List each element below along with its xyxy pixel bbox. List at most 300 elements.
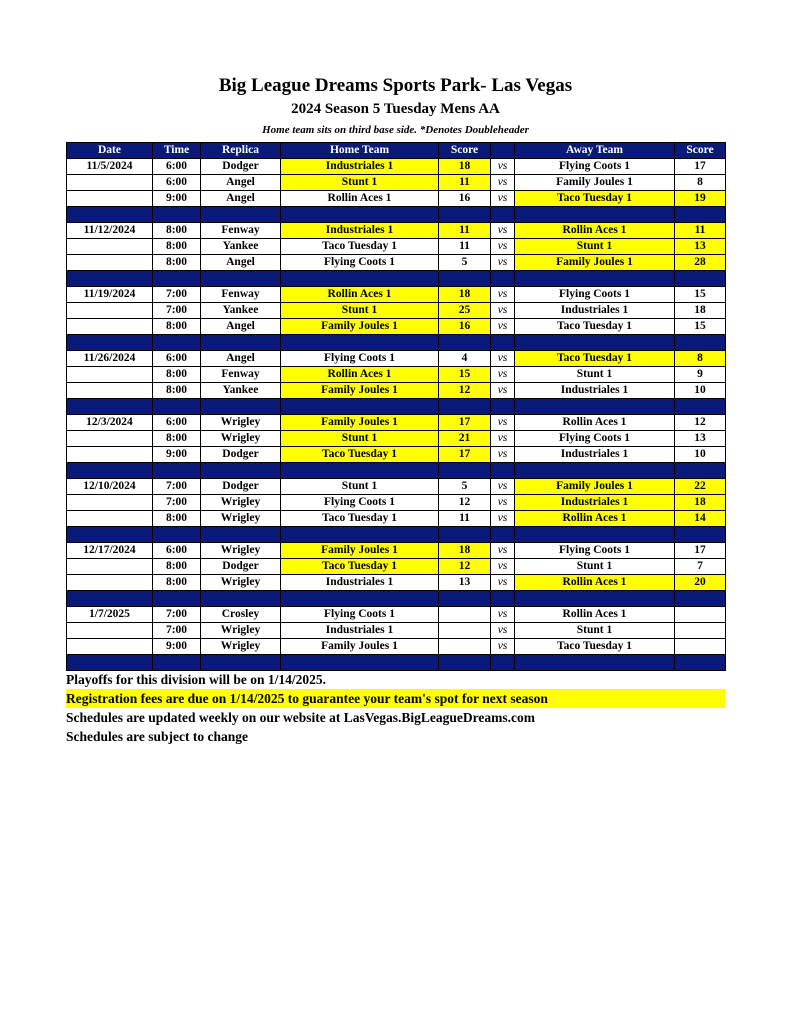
date-cell: 11/26/2024 xyxy=(67,351,153,367)
separator-cell xyxy=(491,463,515,479)
time-cell: 8:00 xyxy=(153,255,201,271)
week-separator xyxy=(67,335,726,351)
time-cell: 8:00 xyxy=(153,239,201,255)
separator-cell xyxy=(281,335,439,351)
home-team-cell: Taco Tuesday 1 xyxy=(281,511,439,527)
away-score-cell: 8 xyxy=(675,175,726,191)
home-score-cell xyxy=(439,607,491,623)
separator-cell xyxy=(281,399,439,415)
away-team-cell: Rollin Aces 1 xyxy=(515,223,675,239)
replica-cell: Dodger xyxy=(201,479,281,495)
website-note: Schedules are updated weekly on our website at LasVegas.BigLeagueDreams.com xyxy=(66,710,536,725)
vs-cell: vs xyxy=(491,303,515,319)
away-team-cell: Flying Coots 1 xyxy=(515,431,675,447)
replica-cell: Angel xyxy=(201,319,281,335)
away-team-cell: Taco Tuesday 1 xyxy=(515,639,675,655)
separator-cell xyxy=(67,271,153,287)
separator-cell xyxy=(515,399,675,415)
separator-cell xyxy=(201,271,281,287)
vs-cell: vs xyxy=(491,543,515,559)
time-cell: 7:00 xyxy=(153,607,201,623)
vs-cell: vs xyxy=(491,287,515,303)
replica-cell: Yankee xyxy=(201,239,281,255)
separator-cell xyxy=(153,271,201,287)
time-cell: 6:00 xyxy=(153,175,201,191)
away-score-cell: 13 xyxy=(675,431,726,447)
home-team-cell: Industriales 1 xyxy=(281,223,439,239)
away-score-cell: 28 xyxy=(675,255,726,271)
vs-cell: vs xyxy=(491,191,515,207)
away-score-cell: 17 xyxy=(675,543,726,559)
home-team-cell: Family Joules 1 xyxy=(281,319,439,335)
separator-cell xyxy=(153,527,201,543)
date-cell xyxy=(67,367,153,383)
table-row xyxy=(67,607,726,623)
table-row xyxy=(67,447,726,463)
vs-cell: vs xyxy=(491,447,515,463)
separator-cell xyxy=(67,463,153,479)
time-cell: 8:00 xyxy=(153,223,201,239)
vs-cell: vs xyxy=(491,239,515,255)
table-row xyxy=(67,159,726,175)
date-cell xyxy=(67,559,153,575)
separator-cell xyxy=(153,591,201,607)
replica-cell: Fenway xyxy=(201,287,281,303)
home-team-cell: Rollin Aces 1 xyxy=(281,367,439,383)
separator-cell xyxy=(281,271,439,287)
table-row xyxy=(67,175,726,191)
away-team-cell: Rollin Aces 1 xyxy=(515,511,675,527)
separator-cell xyxy=(281,655,439,671)
separator-cell xyxy=(491,207,515,223)
separator-cell xyxy=(515,271,675,287)
table-row xyxy=(67,223,726,239)
week-separator xyxy=(67,655,726,671)
date-cell: 11/12/2024 xyxy=(67,223,153,239)
date-cell xyxy=(67,511,153,527)
vs-cell: vs xyxy=(491,415,515,431)
time-cell: 9:00 xyxy=(153,191,201,207)
home-score-cell: 4 xyxy=(439,351,491,367)
home-team-cell: Flying Coots 1 xyxy=(281,495,439,511)
col-vs xyxy=(491,143,515,159)
separator-cell xyxy=(675,655,726,671)
table-row xyxy=(67,511,726,527)
away-score-cell xyxy=(675,607,726,623)
separator-cell xyxy=(675,591,726,607)
vs-cell: vs xyxy=(491,559,515,575)
separator-cell xyxy=(515,527,675,543)
away-team-cell: Family Joules 1 xyxy=(515,479,675,495)
col-time: Time xyxy=(153,143,201,159)
table-row xyxy=(67,367,726,383)
time-cell: 8:00 xyxy=(153,559,201,575)
separator-cell xyxy=(153,655,201,671)
away-score-cell: 22 xyxy=(675,479,726,495)
separator-cell xyxy=(675,463,726,479)
replica-cell: Dodger xyxy=(201,559,281,575)
separator-cell xyxy=(491,655,515,671)
date-cell xyxy=(67,639,153,655)
home-score-cell: 12 xyxy=(439,383,491,399)
away-score-cell: 12 xyxy=(675,415,726,431)
home-team-cell: Stunt 1 xyxy=(281,175,439,191)
home-score-cell: 17 xyxy=(439,447,491,463)
away-team-cell: Rollin Aces 1 xyxy=(515,575,675,591)
time-cell: 7:00 xyxy=(153,623,201,639)
time-cell: 6:00 xyxy=(153,543,201,559)
home-score-cell: 11 xyxy=(439,223,491,239)
away-team-cell: Stunt 1 xyxy=(515,239,675,255)
date-cell xyxy=(67,575,153,591)
separator-cell xyxy=(439,271,491,287)
separator-cell xyxy=(439,463,491,479)
separator-cell xyxy=(491,335,515,351)
away-score-cell: 19 xyxy=(675,191,726,207)
table-row xyxy=(67,191,726,207)
schedule-note: Home team sits on third base side. *Denotes Doubleheader xyxy=(262,124,529,136)
time-cell: 9:00 xyxy=(153,639,201,655)
vs-cell: vs xyxy=(491,431,515,447)
time-cell: 7:00 xyxy=(153,303,201,319)
vs-cell: vs xyxy=(491,479,515,495)
separator-cell xyxy=(67,527,153,543)
date-cell xyxy=(67,175,153,191)
separator-cell xyxy=(153,463,201,479)
vs-cell: vs xyxy=(491,255,515,271)
home-score-cell: 11 xyxy=(439,175,491,191)
separator-cell xyxy=(67,399,153,415)
separator-cell xyxy=(439,399,491,415)
separator-cell xyxy=(153,207,201,223)
date-cell: 11/19/2024 xyxy=(67,287,153,303)
home-score-cell: 12 xyxy=(439,495,491,511)
separator-cell xyxy=(515,335,675,351)
week-separator xyxy=(67,591,726,607)
separator-cell xyxy=(491,527,515,543)
col-away-score: Score xyxy=(675,143,726,159)
replica-cell: Angel xyxy=(201,175,281,191)
table-row xyxy=(67,639,726,655)
separator-cell xyxy=(201,527,281,543)
vs-cell: vs xyxy=(491,623,515,639)
home-score-cell xyxy=(439,639,491,655)
away-team-cell: Family Joules 1 xyxy=(515,255,675,271)
col-replica: Replica xyxy=(201,143,281,159)
replica-cell: Angel xyxy=(201,255,281,271)
away-score-cell: 9 xyxy=(675,367,726,383)
away-team-cell: Industriales 1 xyxy=(515,383,675,399)
separator-cell xyxy=(439,335,491,351)
separator-cell xyxy=(67,591,153,607)
separator-cell xyxy=(439,591,491,607)
separator-cell xyxy=(281,591,439,607)
separator-cell xyxy=(515,591,675,607)
date-cell: 1/7/2025 xyxy=(67,607,153,623)
table-row xyxy=(67,287,726,303)
separator-cell xyxy=(67,335,153,351)
replica-cell: Wrigley xyxy=(201,495,281,511)
home-team-cell: Stunt 1 xyxy=(281,431,439,447)
separator-cell xyxy=(201,335,281,351)
table-row xyxy=(67,495,726,511)
replica-cell: Wrigley xyxy=(201,415,281,431)
away-team-cell: Industriales 1 xyxy=(515,447,675,463)
separator-cell xyxy=(201,591,281,607)
replica-cell: Fenway xyxy=(201,223,281,239)
away-team-cell: Industriales 1 xyxy=(515,495,675,511)
home-score-cell: 18 xyxy=(439,287,491,303)
page-title: Big League Dreams Sports Park- Las Vegas xyxy=(218,75,573,96)
replica-cell: Angel xyxy=(201,191,281,207)
home-score-cell: 21 xyxy=(439,431,491,447)
away-team-cell: Flying Coots 1 xyxy=(515,159,675,175)
table-row xyxy=(67,623,726,639)
separator-cell xyxy=(201,399,281,415)
separator-cell xyxy=(201,207,281,223)
table-row xyxy=(67,255,726,271)
table-row xyxy=(67,303,726,319)
separator-cell xyxy=(281,207,439,223)
away-score-cell: 15 xyxy=(675,319,726,335)
home-score-cell: 25 xyxy=(439,303,491,319)
table-row xyxy=(67,319,726,335)
separator-cell xyxy=(153,399,201,415)
home-score-cell: 11 xyxy=(439,511,491,527)
replica-cell: Wrigley xyxy=(201,431,281,447)
separator-cell xyxy=(515,463,675,479)
separator-cell xyxy=(201,655,281,671)
date-cell xyxy=(67,431,153,447)
replica-cell: Dodger xyxy=(201,159,281,175)
separator-cell xyxy=(439,207,491,223)
replica-cell: Fenway xyxy=(201,367,281,383)
date-cell xyxy=(67,383,153,399)
week-separator xyxy=(67,207,726,223)
away-team-cell: Stunt 1 xyxy=(515,559,675,575)
time-cell: 8:00 xyxy=(153,383,201,399)
away-score-cell: 14 xyxy=(675,511,726,527)
away-team-cell: Industriales 1 xyxy=(515,303,675,319)
date-cell xyxy=(67,239,153,255)
home-team-cell: Taco Tuesday 1 xyxy=(281,559,439,575)
vs-cell: vs xyxy=(491,607,515,623)
away-team-cell: Family Joules 1 xyxy=(515,175,675,191)
separator-cell xyxy=(675,335,726,351)
replica-cell: Wrigley xyxy=(201,543,281,559)
vs-cell: vs xyxy=(491,383,515,399)
away-team-cell: Taco Tuesday 1 xyxy=(515,351,675,367)
registration-note: Registration fees are due on 1/14/2025 to guarantee your team's spot for next season xyxy=(66,689,725,708)
week-separator xyxy=(67,463,726,479)
table-row xyxy=(67,351,726,367)
away-score-cell: 11 xyxy=(675,223,726,239)
table-row xyxy=(67,431,726,447)
footer-notes xyxy=(66,670,725,746)
home-team-cell: Flying Coots 1 xyxy=(281,255,439,271)
home-team-cell: Industriales 1 xyxy=(281,159,439,175)
replica-cell: Crosley xyxy=(201,607,281,623)
home-team-cell: Rollin Aces 1 xyxy=(281,287,439,303)
vs-cell: vs xyxy=(491,175,515,191)
home-team-cell: Flying Coots 1 xyxy=(281,607,439,623)
separator-cell xyxy=(439,527,491,543)
table-row xyxy=(67,479,726,495)
home-score-cell: 12 xyxy=(439,559,491,575)
vs-cell: vs xyxy=(491,495,515,511)
table-row xyxy=(67,239,726,255)
time-cell: 8:00 xyxy=(153,431,201,447)
time-cell: 8:00 xyxy=(153,511,201,527)
home-score-cell: 5 xyxy=(439,479,491,495)
week-separator xyxy=(67,399,726,415)
away-team-cell: Flying Coots 1 xyxy=(515,543,675,559)
time-cell: 6:00 xyxy=(153,415,201,431)
date-cell xyxy=(67,319,153,335)
away-score-cell: 18 xyxy=(675,303,726,319)
time-cell: 7:00 xyxy=(153,495,201,511)
col-home-team: Home Team xyxy=(281,143,439,159)
home-score-cell xyxy=(439,623,491,639)
change-note: Schedules are subject to change xyxy=(66,729,248,744)
home-team-cell: Family Joules 1 xyxy=(281,415,439,431)
season-subtitle: 2024 Season 5 Tuesday Mens AA xyxy=(291,101,500,117)
week-separator xyxy=(67,527,726,543)
week-separator xyxy=(67,271,726,287)
away-team-cell: Flying Coots 1 xyxy=(515,287,675,303)
home-team-cell: Rollin Aces 1 xyxy=(281,191,439,207)
date-cell xyxy=(67,191,153,207)
vs-cell: vs xyxy=(491,159,515,175)
vs-cell: vs xyxy=(491,319,515,335)
date-cell: 12/10/2024 xyxy=(67,479,153,495)
home-score-cell: 18 xyxy=(439,159,491,175)
separator-cell xyxy=(439,655,491,671)
away-score-cell: 7 xyxy=(675,559,726,575)
date-cell xyxy=(67,447,153,463)
table-row xyxy=(67,383,726,399)
home-team-cell: Family Joules 1 xyxy=(281,383,439,399)
table-row xyxy=(67,559,726,575)
home-score-cell: 16 xyxy=(439,319,491,335)
separator-cell xyxy=(491,399,515,415)
home-team-cell: Family Joules 1 xyxy=(281,543,439,559)
time-cell: 8:00 xyxy=(153,575,201,591)
home-team-cell: Taco Tuesday 1 xyxy=(281,447,439,463)
time-cell: 7:00 xyxy=(153,479,201,495)
home-team-cell: Taco Tuesday 1 xyxy=(281,239,439,255)
separator-cell xyxy=(675,399,726,415)
separator-cell xyxy=(675,271,726,287)
away-score-cell: 15 xyxy=(675,287,726,303)
date-cell xyxy=(67,623,153,639)
col-away-team: Away Team xyxy=(515,143,675,159)
separator-cell xyxy=(515,655,675,671)
separator-cell xyxy=(67,207,153,223)
vs-cell: vs xyxy=(491,351,515,367)
away-score-cell: 8 xyxy=(675,351,726,367)
separator-cell xyxy=(281,463,439,479)
separator-cell xyxy=(515,207,675,223)
date-cell: 11/5/2024 xyxy=(67,159,153,175)
replica-cell: Wrigley xyxy=(201,511,281,527)
time-cell: 6:00 xyxy=(153,159,201,175)
away-team-cell: Stunt 1 xyxy=(515,623,675,639)
home-team-cell: Family Joules 1 xyxy=(281,639,439,655)
replica-cell: Yankee xyxy=(201,303,281,319)
home-team-cell: Industriales 1 xyxy=(281,575,439,591)
separator-cell xyxy=(491,271,515,287)
away-score-cell xyxy=(675,639,726,655)
replica-cell: Yankee xyxy=(201,383,281,399)
time-cell: 8:00 xyxy=(153,367,201,383)
col-date: Date xyxy=(67,143,153,159)
vs-cell: vs xyxy=(491,367,515,383)
date-cell xyxy=(67,303,153,319)
away-score-cell: 17 xyxy=(675,159,726,175)
home-team-cell: Stunt 1 xyxy=(281,303,439,319)
replica-cell: Dodger xyxy=(201,447,281,463)
date-cell: 12/17/2024 xyxy=(67,543,153,559)
home-score-cell: 16 xyxy=(439,191,491,207)
date-cell xyxy=(67,255,153,271)
vs-cell: vs xyxy=(491,223,515,239)
away-score-cell xyxy=(675,623,726,639)
home-team-cell: Stunt 1 xyxy=(281,479,439,495)
vs-cell: vs xyxy=(491,575,515,591)
separator-cell xyxy=(201,463,281,479)
home-score-cell: 18 xyxy=(439,543,491,559)
separator-cell xyxy=(491,591,515,607)
away-team-cell: Stunt 1 xyxy=(515,367,675,383)
replica-cell: Angel xyxy=(201,351,281,367)
home-score-cell: 5 xyxy=(439,255,491,271)
vs-cell: vs xyxy=(491,511,515,527)
home-score-cell: 17 xyxy=(439,415,491,431)
separator-cell xyxy=(153,335,201,351)
away-team-cell: Taco Tuesday 1 xyxy=(515,319,675,335)
header-row xyxy=(67,143,726,159)
replica-cell: Wrigley xyxy=(201,639,281,655)
time-cell: 7:00 xyxy=(153,287,201,303)
home-score-cell: 13 xyxy=(439,575,491,591)
vs-cell: vs xyxy=(491,639,515,655)
home-team-cell: Industriales 1 xyxy=(281,623,439,639)
away-score-cell: 18 xyxy=(675,495,726,511)
away-team-cell: Rollin Aces 1 xyxy=(515,607,675,623)
table-row xyxy=(67,543,726,559)
replica-cell: Wrigley xyxy=(201,575,281,591)
away-score-cell: 10 xyxy=(675,447,726,463)
separator-cell xyxy=(675,527,726,543)
separator-cell xyxy=(67,655,153,671)
away-score-cell: 13 xyxy=(675,239,726,255)
away-score-cell: 10 xyxy=(675,383,726,399)
time-cell: 9:00 xyxy=(153,447,201,463)
separator-cell xyxy=(675,207,726,223)
home-team-cell: Flying Coots 1 xyxy=(281,351,439,367)
table-row xyxy=(67,575,726,591)
col-home-score: Score xyxy=(439,143,491,159)
away-team-cell: Taco Tuesday 1 xyxy=(515,191,675,207)
home-score-cell: 11 xyxy=(439,239,491,255)
away-score-cell: 20 xyxy=(675,575,726,591)
separator-cell xyxy=(281,527,439,543)
time-cell: 8:00 xyxy=(153,319,201,335)
home-score-cell: 15 xyxy=(439,367,491,383)
schedule-table xyxy=(66,142,726,671)
date-cell xyxy=(67,495,153,511)
